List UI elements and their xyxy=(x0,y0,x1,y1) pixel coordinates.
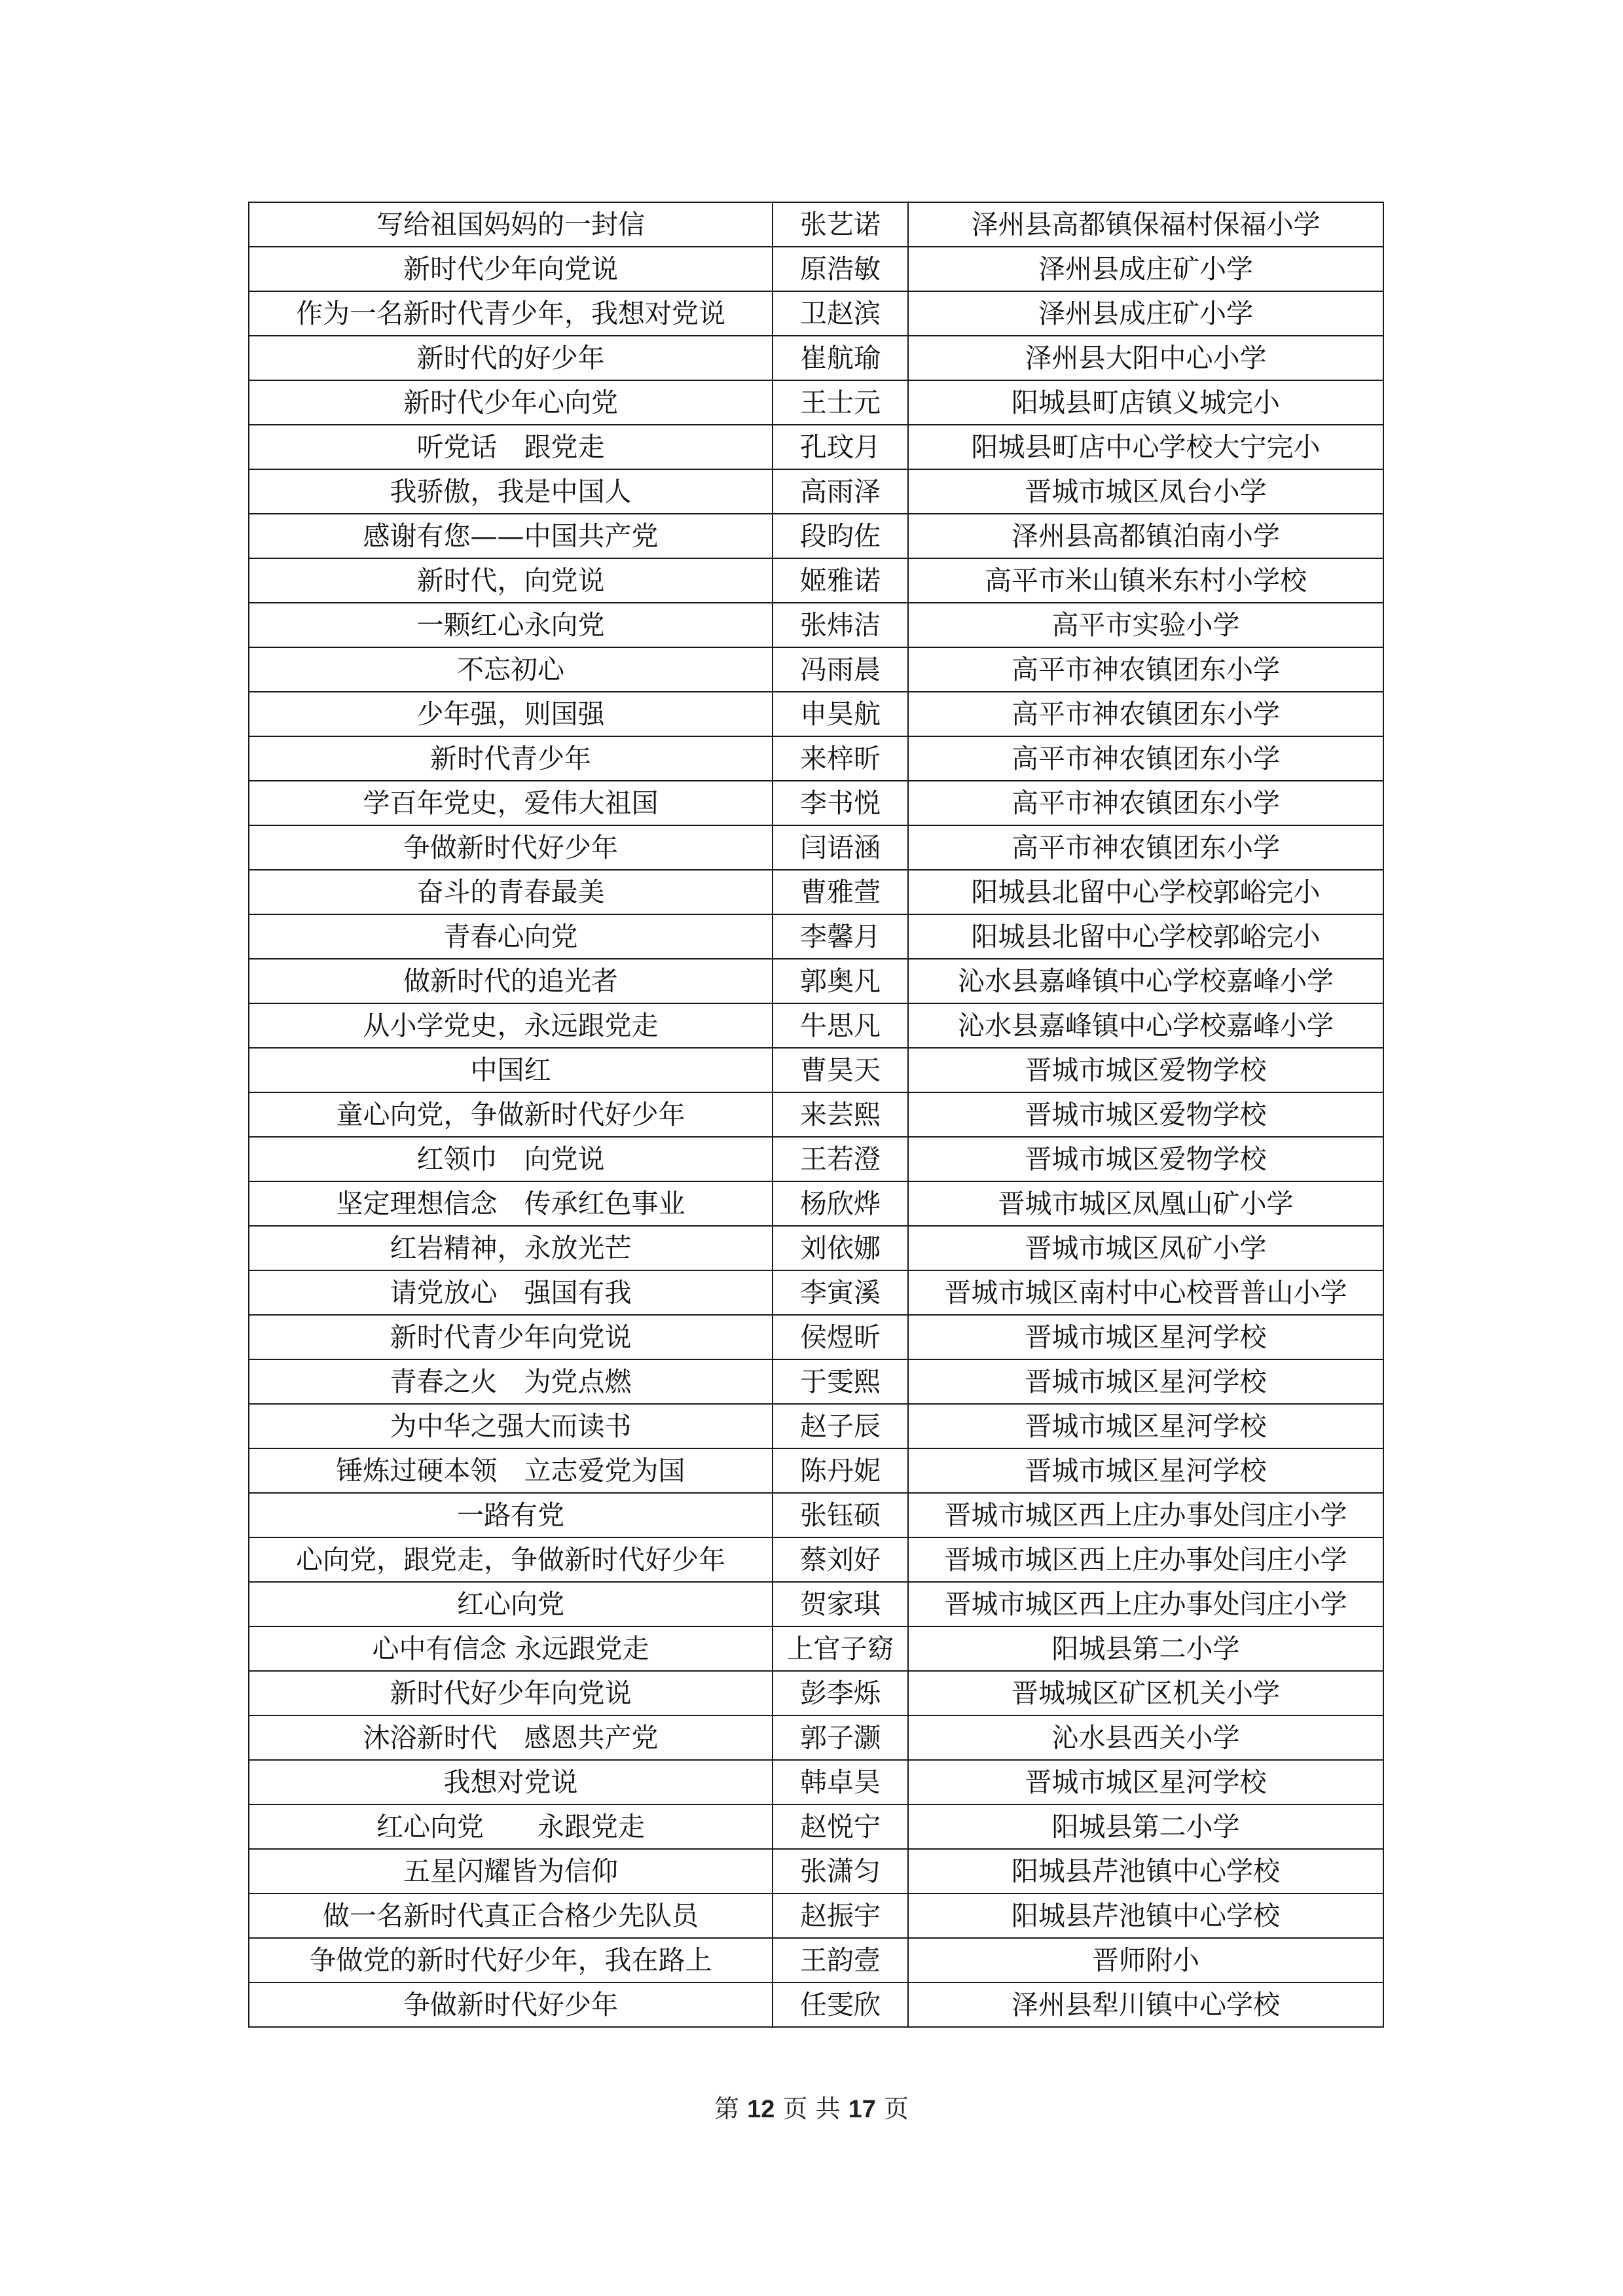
student-name-cell: 王士元 xyxy=(773,380,908,425)
school-name-cell: 泽州县成庄矿小学 xyxy=(908,291,1383,336)
work-title-cell: 作为一名新时代青少年，我想对党说 xyxy=(249,291,773,336)
student-name-cell: 李寅溪 xyxy=(773,1270,908,1315)
work-title-cell: 争做新时代好少年 xyxy=(249,1982,773,2027)
school-name-cell: 晋城市城区星河学校 xyxy=(908,1315,1383,1359)
student-name-cell: 蔡刘好 xyxy=(773,1537,908,1582)
student-name-cell: 任雯欣 xyxy=(773,1982,908,2027)
work-title-cell: 一路有党 xyxy=(249,1493,773,1537)
table-row xyxy=(249,692,1383,736)
school-name-cell: 阳城县芹池镇中心学校 xyxy=(908,1893,1383,1938)
school-name-cell: 阳城县町店中心学校大宁完小 xyxy=(908,425,1383,469)
table-row xyxy=(249,1092,1383,1137)
school-name-cell: 阳城县第二小学 xyxy=(908,1804,1383,1849)
student-name-cell: 侯煜昕 xyxy=(773,1315,908,1359)
school-name-cell: 晋城市城区爱物学校 xyxy=(908,1137,1383,1181)
school-name-cell: 泽州县成庄矿小学 xyxy=(908,247,1383,291)
student-name-cell: 刘依娜 xyxy=(773,1226,908,1270)
table-row xyxy=(249,1760,1383,1804)
work-title-cell: 我骄傲，我是中国人 xyxy=(249,469,773,514)
student-name-cell: 姬雅诺 xyxy=(773,558,908,603)
table-row xyxy=(249,1448,1383,1493)
table-row xyxy=(249,781,1383,825)
table-row xyxy=(249,1804,1383,1849)
student-name-cell: 张艺诺 xyxy=(773,202,908,247)
work-title-cell: 写给祖国妈妈的一封信 xyxy=(249,202,773,247)
table-row xyxy=(249,647,1383,692)
table-row xyxy=(249,870,1383,914)
student-name-cell: 段昀佐 xyxy=(773,514,908,558)
work-title-cell: 新时代少年向党说 xyxy=(249,247,773,291)
table-row xyxy=(249,1181,1383,1226)
student-name-cell: 曹昊天 xyxy=(773,1048,908,1092)
table-row xyxy=(249,469,1383,514)
work-title-cell: 新时代的好少年 xyxy=(249,336,773,380)
student-name-cell: 牛思凡 xyxy=(773,1003,908,1048)
school-name-cell: 高平市米山镇米东村小学校 xyxy=(908,558,1383,603)
student-name-cell: 卫赵滨 xyxy=(773,291,908,336)
student-name-cell: 杨欣烨 xyxy=(773,1181,908,1226)
work-title-cell: 新时代好少年向党说 xyxy=(249,1671,773,1715)
table-row xyxy=(249,514,1383,558)
school-name-cell: 晋城市城区凤凰山矿小学 xyxy=(908,1181,1383,1226)
work-title-cell: 从小学党史，永远跟党走 xyxy=(249,1003,773,1048)
student-name-cell: 申昊航 xyxy=(773,692,908,736)
table-row xyxy=(249,291,1383,336)
school-name-cell: 阳城县第二小学 xyxy=(908,1626,1383,1671)
student-name-cell: 于雯熙 xyxy=(773,1359,908,1404)
school-name-cell: 阳城县町店镇义城完小 xyxy=(908,380,1383,425)
school-name-cell: 晋城市城区凤矿小学 xyxy=(908,1226,1383,1270)
table-row xyxy=(249,1048,1383,1092)
school-name-cell: 晋城市城区星河学校 xyxy=(908,1359,1383,1404)
work-title-cell: 新时代少年心向党 xyxy=(249,380,773,425)
student-name-cell: 郭子灏 xyxy=(773,1715,908,1760)
table-row xyxy=(249,825,1383,870)
school-name-cell: 晋城市城区星河学校 xyxy=(908,1760,1383,1804)
school-name-cell: 沁水县西关小学 xyxy=(908,1715,1383,1760)
table-row xyxy=(249,1226,1383,1270)
table-row xyxy=(249,1671,1383,1715)
student-name-cell: 崔航瑜 xyxy=(773,336,908,380)
work-title-cell: 我想对党说 xyxy=(249,1760,773,1804)
table-row xyxy=(249,1938,1383,1982)
current-page-number: 12 xyxy=(747,2096,775,2123)
school-name-cell: 晋城市城区爱物学校 xyxy=(908,1048,1383,1092)
student-name-cell: 王韵壹 xyxy=(773,1938,908,1982)
student-name-cell: 孔玟月 xyxy=(773,425,908,469)
work-title-cell: 不忘初心 xyxy=(249,647,773,692)
school-name-cell: 晋城市城区爱物学校 xyxy=(908,1092,1383,1137)
table-row xyxy=(249,1493,1383,1537)
school-name-cell: 晋城城区矿区机关小学 xyxy=(908,1671,1383,1715)
work-title-cell: 一颗红心永向党 xyxy=(249,603,773,647)
work-title-cell: 学百年党史，爱伟大祖国 xyxy=(249,781,773,825)
student-name-cell: 高雨泽 xyxy=(773,469,908,514)
school-name-cell: 晋城市城区凤台小学 xyxy=(908,469,1383,514)
school-name-cell: 高平市神农镇团东小学 xyxy=(908,825,1383,870)
table-row xyxy=(249,1270,1383,1315)
work-title-cell: 感谢有您——中国共产党 xyxy=(249,514,773,558)
table-row xyxy=(249,1582,1383,1626)
total-pages-number: 17 xyxy=(848,2096,876,2123)
work-title-cell: 请党放心 强国有我 xyxy=(249,1270,773,1315)
work-title-cell: 少年强，则国强 xyxy=(249,692,773,736)
table-row xyxy=(249,736,1383,781)
work-title-cell: 听党话 跟党走 xyxy=(249,425,773,469)
student-name-cell: 张潇匀 xyxy=(773,1849,908,1893)
table-row xyxy=(249,202,1383,247)
table-row xyxy=(249,247,1383,291)
student-name-cell: 贺家琪 xyxy=(773,1582,908,1626)
work-title-cell: 新时代青少年向党说 xyxy=(249,1315,773,1359)
student-name-cell: 赵悦宁 xyxy=(773,1804,908,1849)
work-title-cell: 争做党的新时代好少年，我在路上 xyxy=(249,1938,773,1982)
student-name-cell: 赵子辰 xyxy=(773,1404,908,1448)
work-title-cell: 奋斗的青春最美 xyxy=(249,870,773,914)
table-row xyxy=(249,1003,1383,1048)
student-name-cell: 王若澄 xyxy=(773,1137,908,1181)
school-name-cell: 晋城市城区星河学校 xyxy=(908,1404,1383,1448)
school-name-cell: 泽州县高都镇保福村保福小学 xyxy=(908,202,1383,247)
page-footer xyxy=(0,2093,1623,2125)
student-name-cell: 上官子窈 xyxy=(773,1626,908,1671)
work-title-cell: 新时代青少年 xyxy=(249,736,773,781)
table-row xyxy=(249,1982,1383,2027)
school-name-cell: 晋城市城区西上庄办事处闫庄小学 xyxy=(908,1537,1383,1582)
table-row xyxy=(249,558,1383,603)
table-row xyxy=(249,1137,1383,1181)
work-title-cell: 五星闪耀皆为信仰 xyxy=(249,1849,773,1893)
table-row xyxy=(249,1626,1383,1671)
work-title-cell: 青春心向党 xyxy=(249,914,773,959)
school-name-cell: 晋城市城区星河学校 xyxy=(908,1448,1383,1493)
work-title-cell: 心向党，跟党走，争做新时代好少年 xyxy=(249,1537,773,1582)
student-name-cell: 李馨月 xyxy=(773,914,908,959)
student-name-cell: 张钰硕 xyxy=(773,1493,908,1537)
school-name-cell: 泽州县犁川镇中心学校 xyxy=(908,1982,1383,2027)
work-title-cell: 坚定理想信念 传承红色事业 xyxy=(249,1181,773,1226)
table-row xyxy=(249,425,1383,469)
table-row xyxy=(249,1537,1383,1582)
student-name-cell: 李书悦 xyxy=(773,781,908,825)
table-row xyxy=(249,1715,1383,1760)
table-row xyxy=(249,603,1383,647)
work-title-cell: 争做新时代好少年 xyxy=(249,825,773,870)
school-name-cell: 泽州县大阳中心小学 xyxy=(908,336,1383,380)
footer-suffix: 页 xyxy=(884,2094,909,2123)
work-title-cell: 红岩精神，永放光芒 xyxy=(249,1226,773,1270)
table-row xyxy=(249,336,1383,380)
awards-table xyxy=(248,202,1384,2028)
footer-prefix: 第 xyxy=(714,2094,739,2123)
school-name-cell: 泽州县高都镇泊南小学 xyxy=(908,514,1383,558)
table-row xyxy=(249,1315,1383,1359)
table-row xyxy=(249,1404,1383,1448)
work-title-cell: 做一名新时代真正合格少先队员 xyxy=(249,1893,773,1938)
school-name-cell: 高平市实验小学 xyxy=(908,603,1383,647)
work-title-cell: 中国红 xyxy=(249,1048,773,1092)
school-name-cell: 沁水县嘉峰镇中心学校嘉峰小学 xyxy=(908,1003,1383,1048)
student-name-cell: 冯雨晨 xyxy=(773,647,908,692)
table-row xyxy=(249,380,1383,425)
school-name-cell: 沁水县嘉峰镇中心学校嘉峰小学 xyxy=(908,959,1383,1003)
work-title-cell: 沐浴新时代 感恩共产党 xyxy=(249,1715,773,1760)
student-name-cell: 彭李烁 xyxy=(773,1671,908,1715)
work-title-cell: 红领巾 向党说 xyxy=(249,1137,773,1181)
awards-table-body xyxy=(249,202,1383,2027)
work-title-cell: 心中有信念 永远跟党走 xyxy=(249,1626,773,1671)
school-name-cell: 高平市神农镇团东小学 xyxy=(908,736,1383,781)
student-name-cell: 来芸熙 xyxy=(773,1092,908,1137)
school-name-cell: 阳城县芹池镇中心学校 xyxy=(908,1849,1383,1893)
student-name-cell: 郭奥凡 xyxy=(773,959,908,1003)
student-name-cell: 来梓昕 xyxy=(773,736,908,781)
footer-middle: 页 共 xyxy=(782,2094,841,2123)
student-name-cell: 闫语涵 xyxy=(773,825,908,870)
table-row xyxy=(249,959,1383,1003)
school-name-cell: 高平市神农镇团东小学 xyxy=(908,692,1383,736)
student-name-cell: 曹雅萱 xyxy=(773,870,908,914)
school-name-cell: 高平市神农镇团东小学 xyxy=(908,647,1383,692)
school-name-cell: 阳城县北留中心学校郭峪完小 xyxy=(908,914,1383,959)
table-row xyxy=(249,1359,1383,1404)
work-title-cell: 红心向党 xyxy=(249,1582,773,1626)
school-name-cell: 阳城县北留中心学校郭峪完小 xyxy=(908,870,1383,914)
work-title-cell: 青春之火 为党点燃 xyxy=(249,1359,773,1404)
work-title-cell: 锤炼过硬本领 立志爱党为国 xyxy=(249,1448,773,1493)
work-title-cell: 为中华之强大而读书 xyxy=(249,1404,773,1448)
school-name-cell: 晋城市城区南村中心校晋普山小学 xyxy=(908,1270,1383,1315)
student-name-cell: 赵振宇 xyxy=(773,1893,908,1938)
work-title-cell: 做新时代的追光者 xyxy=(249,959,773,1003)
student-name-cell: 原浩敏 xyxy=(773,247,908,291)
work-title-cell: 新时代，向党说 xyxy=(249,558,773,603)
work-title-cell: 红心向党 永跟党走 xyxy=(249,1804,773,1849)
table-row xyxy=(249,914,1383,959)
work-title-cell: 童心向党，争做新时代好少年 xyxy=(249,1092,773,1137)
student-name-cell: 张炜洁 xyxy=(773,603,908,647)
school-name-cell: 高平市神农镇团东小学 xyxy=(908,781,1383,825)
school-name-cell: 晋师附小 xyxy=(908,1938,1383,1982)
table-row xyxy=(249,1849,1383,1893)
student-name-cell: 韩卓昊 xyxy=(773,1760,908,1804)
school-name-cell: 晋城市城区西上庄办事处闫庄小学 xyxy=(908,1582,1383,1626)
school-name-cell: 晋城市城区西上庄办事处闫庄小学 xyxy=(908,1493,1383,1537)
student-name-cell: 陈丹妮 xyxy=(773,1448,908,1493)
table-row xyxy=(249,1893,1383,1938)
